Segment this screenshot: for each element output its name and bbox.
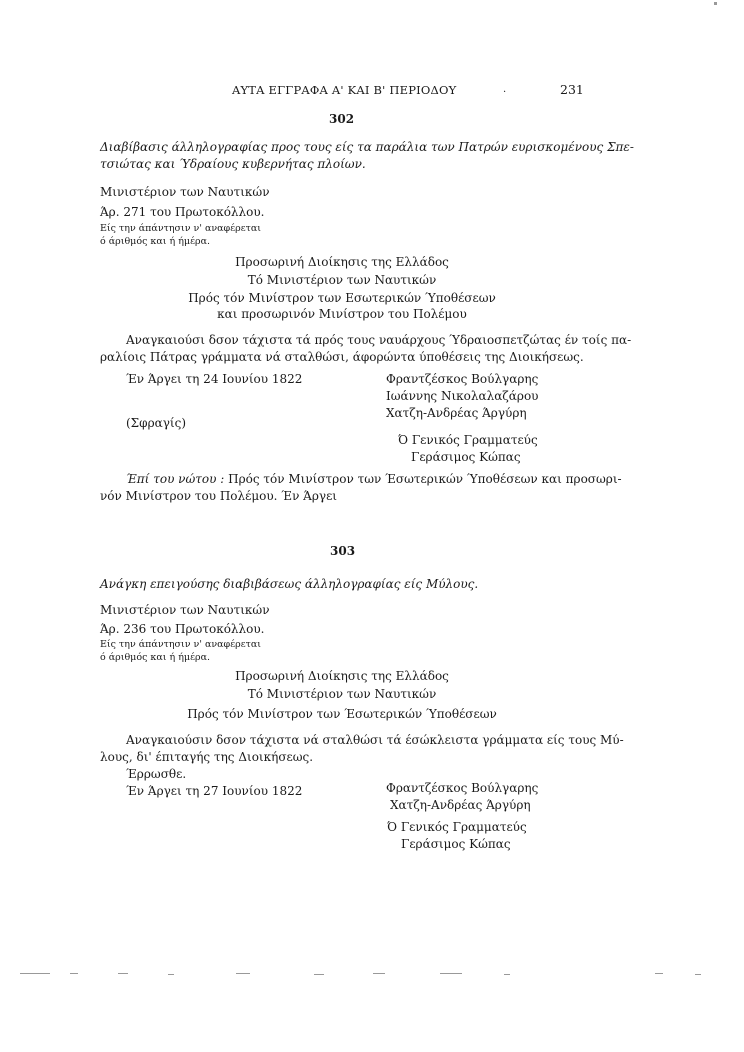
scan-artifact [695,974,701,975]
doc302-signer-1: Φραντζέσκος Βούλγαρης [386,372,539,386]
doc302-address-2: Τό Μινιστέριον των Ναυτικών [247,273,437,287]
doc302-note-line1: Είς την άπάντησιν ν' αναφέρεται [100,223,262,234]
doc302-title-line1: Διαβίβασις άλληλογραφίας προς τους είς τα παράλια των Πατρών ευρισκομένους Σπε- [100,140,634,154]
scan-artifact [440,973,462,974]
doc303-signer-1: Φραντζέσκος Βούλγαρης [386,781,539,795]
doc303-title: Ανάγκη επειγούσης διαβιβάσεως άλληλογραφίας είς Μύλους. [100,577,479,591]
doc303-address-1: Προσωρινή Διοίκησις της Ελλάδος [235,669,449,683]
doc302-number: 302 [329,112,355,126]
doc302-seal: (Σφραγίς) [126,416,187,430]
doc302-signer-3: Χατζη-Ανδρέας Άργύρη [386,406,527,420]
doc303-ministry: Μινιστέριον των Ναυτικών [100,603,270,617]
doc302-signer-2: Ιωάννης Νικολαλαζάρου [386,389,539,403]
scan-artifact [20,973,50,974]
doc303-protocol: Άρ. 236 του Πρωτοκόλλου. [100,622,265,636]
doc303-body-line2: λους, δι' έπιταγής της Διοικήσεως. [100,750,314,764]
scan-artifact [655,973,663,974]
doc303-closing: Έρρωσθε. [126,767,187,781]
doc303-number: 303 [330,544,356,558]
doc303-body-line1: Αναγκαιούσιν δσον τάχιστα νά σταλθώσι τά έσώκλειστα γράμματα είς τους Μύ- [126,733,624,747]
doc302-address-4: και προσωρινόν Μινίστρον του Πολέμου [217,307,467,321]
running-title: ΑΥΤΑ ΕΓΓΡΑΦΑ Α' ΚΑΙ Β' ΠΕΡΙΟΔΟΥ [232,83,457,97]
doc302-verso-line2: νόν Μινίστρον του Πολέμου. Έν Άργει [100,489,337,503]
doc302-note-line2: ό άριθμός και ή ήμέρα. [100,236,211,247]
header-dot: . [503,84,507,95]
doc303-secretary-name: Γεράσιμος Κώπας [401,837,511,851]
doc302-verso-line1 [126,472,622,487]
doc303-date: Έν Άργει τη 27 Ιουνίου 1822 [126,784,303,798]
doc302-verso-text: Πρός τόν Μινίστρον των Έσωτερικών Ύποθέσεων και προσωρι- [228,472,622,486]
doc302-verso-label: Έπί του νώτου : [126,472,225,486]
doc302-address-1: Προσωρινή Διοίκησις της Ελλάδος [235,255,449,269]
doc302-title-line2: τσιώτας και Ύδραίους κυβερνήτας πλοίων. [100,157,366,171]
doc303-address-2: Τό Μινιστέριον των Ναυτικών [247,687,437,701]
doc302-address-3: Πρός τόν Μινίστρον των Εσωτερικών Ύποθέσεων [188,291,496,305]
doc303-note-line1: Είς την άπάντησιν ν' αναφέρεται [100,639,262,650]
doc303-secretary-title: Ό Γενικός Γραμματεύς [387,820,527,834]
doc302-ministry: Μινιστέριον των Ναυτικών [100,185,270,199]
scan-artifact [70,973,78,974]
scan-artifact [714,2,717,5]
doc302-body-line1: Αναγκαιούσι δσον τάχιστα τά πρός τους ναυάρχους Ύδραιοσπετζώτας έν τοίς πα- [126,333,632,347]
scan-artifact [168,974,174,975]
page-number: 231 [560,82,584,97]
scan-artifact [314,974,324,975]
doc302-date: Έν Άργει τη 24 Ιουνίου 1822 [126,372,303,386]
scan-artifact [118,973,128,974]
doc303-address-3: Πρός τόν Μινίστρον των Έσωτερικών Ύποθέσεων [187,707,497,721]
doc302-protocol: Άρ. 271 του Πρωτοκόλλου. [100,205,265,219]
doc303-note-line2: ό άριθμός και ή ήμέρα. [100,652,211,663]
doc302-secretary-title: Ό Γενικός Γραμματεύς [398,433,538,447]
scan-artifact [236,973,250,974]
doc302-body-line2: ραλίοις Πάτρας γράμματα νά σταλθώσι, άφορώντα ύποθέσεις της Διοικήσεως. [100,350,584,364]
doc303-signer-2: Χατζη-Ανδρέας Άργύρη [390,798,531,812]
scan-artifact [504,974,510,975]
doc302-secretary-name: Γεράσιμος Κώπας [411,450,521,464]
scan-artifact [373,973,385,974]
